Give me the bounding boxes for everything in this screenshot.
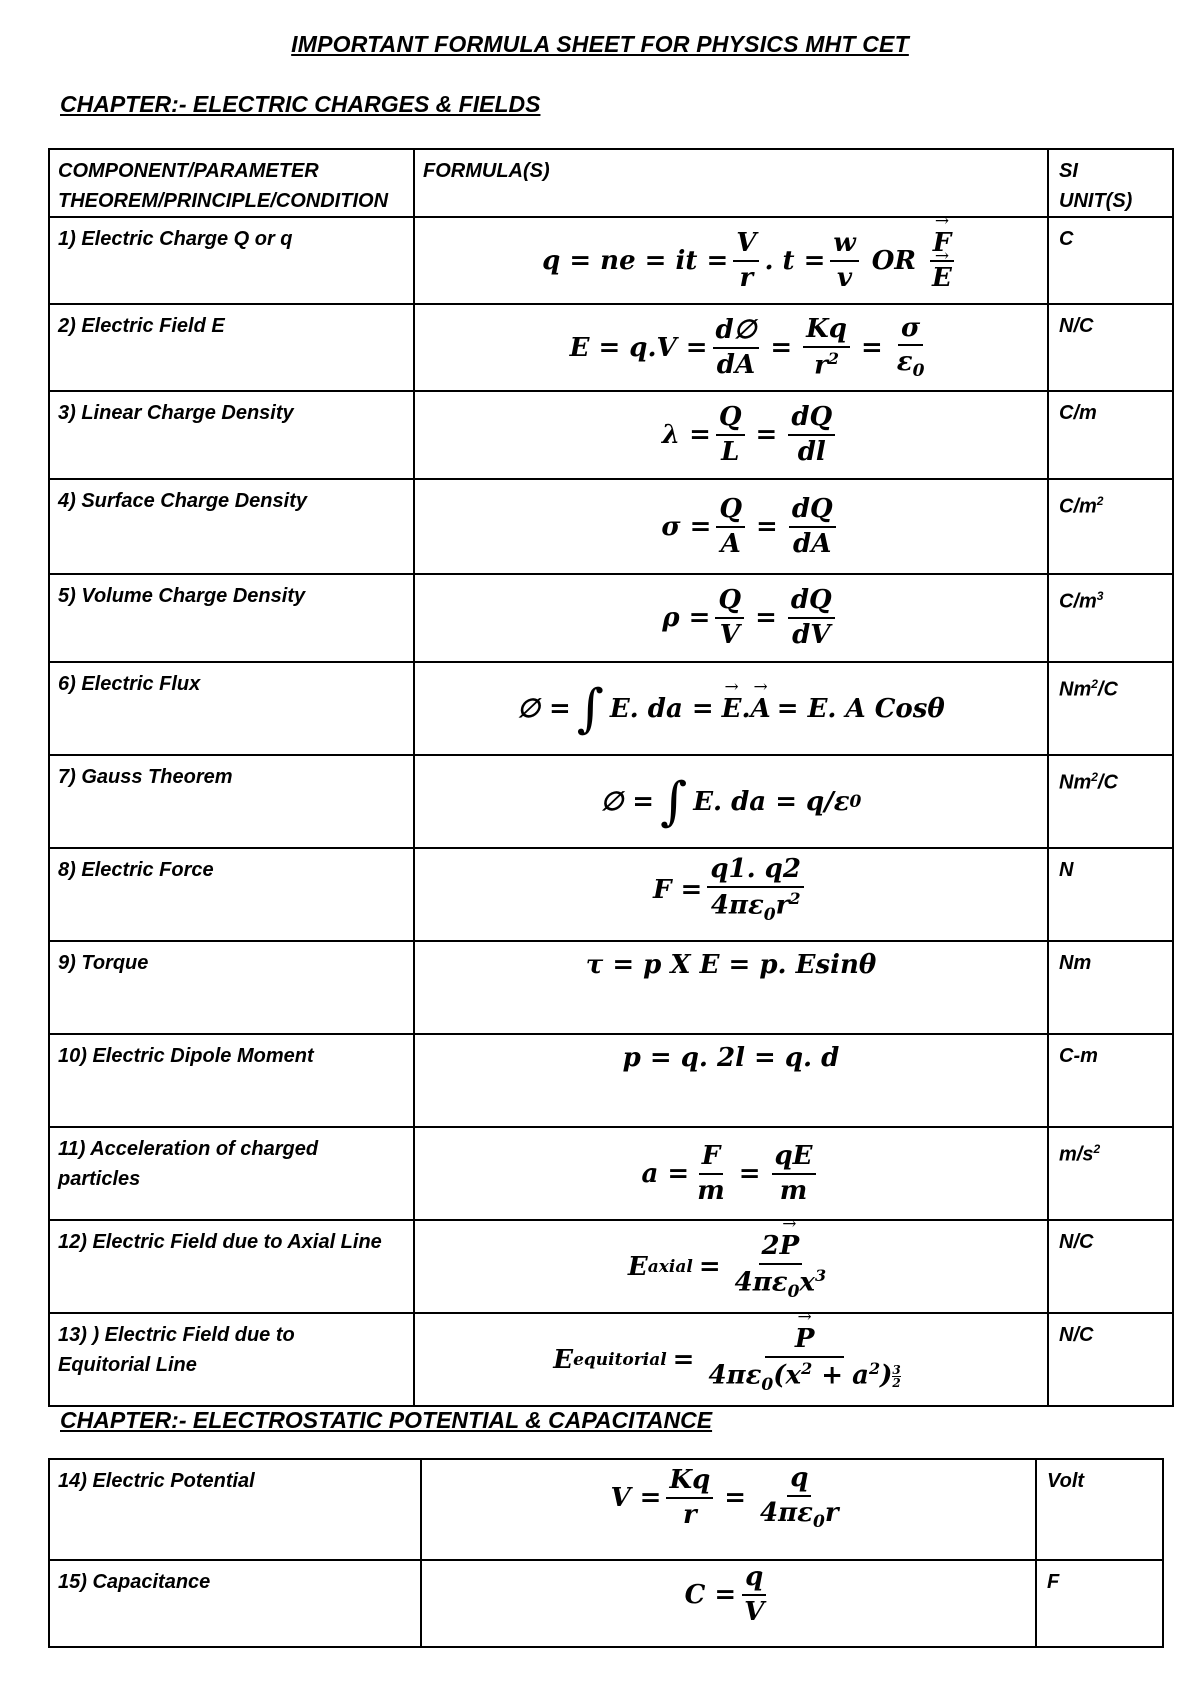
- header-unit-line1: SI: [1059, 160, 1078, 182]
- row-label: 2) Electric Field E: [49, 304, 414, 391]
- row-label-line2: Equitorial Line: [58, 1354, 197, 1376]
- table-row: [49, 479, 1173, 574]
- formula-field-axial-line: E axial = $\frac{2\to P}{4\pi\varepsilon_0x^3}$: [414, 1220, 1048, 1313]
- table-row: [49, 304, 1173, 391]
- row-label-line2: particles: [58, 1168, 141, 1190]
- row-unit: F: [1036, 1560, 1163, 1647]
- table-row: [49, 1034, 1173, 1127]
- row-unit: Nm: [1048, 941, 1173, 1034]
- formula-gauss-theorem: ∅ = ∫ E. da = q/ε 0: [414, 755, 1048, 848]
- formula-electric-charge: q = ne = it = $\frac{V}{r}$ . t = $\frac{w}{v}$ OR → F → E: [414, 217, 1048, 304]
- row-label-line1: 13) ) Electric Field due to: [58, 1324, 295, 1346]
- row-unit: N: [1048, 848, 1173, 941]
- row-label: 8) Electric Force: [49, 848, 414, 941]
- formula-electric-flux: ∅ = ∫ E. da = → E . → A = E. A Cosθ: [414, 662, 1048, 755]
- row-unit: N/C: [1048, 1313, 1173, 1406]
- row-unit: Nm$^2$/C: [1048, 662, 1173, 755]
- table-row: [49, 574, 1173, 662]
- row-unit: $C/m^2$: [1048, 479, 1173, 574]
- table-header-row: [49, 149, 1173, 217]
- row-label: 5) Volume Charge Density: [49, 574, 414, 662]
- row-label: 10) Electric Dipole Moment: [49, 1034, 414, 1127]
- row-label-line1: 11) Acceleration of charged: [58, 1138, 319, 1160]
- row-label: 4) Surface Charge Density: [49, 479, 414, 574]
- row-unit: C: [1048, 217, 1173, 304]
- table-row: [49, 662, 1173, 755]
- row-unit: C-m: [1048, 1034, 1173, 1127]
- chapter-heading-electrostatic-potential: CHAPTER:- ELECTROSTATIC POTENTIAL & CAPACITANCE: [60, 1407, 713, 1433]
- formula-electric-dipole-moment: p = q. 2l = q. d: [414, 1034, 1048, 1127]
- formula-torque: τ = p X E = p. Esinθ: [414, 941, 1048, 1034]
- row-unit: Volt: [1036, 1459, 1163, 1560]
- formula-acceleration: a = $\frac{F}{m}$ = $\frac{qE}{m}$: [414, 1127, 1048, 1220]
- table-row: [49, 941, 1173, 1034]
- row-label: 14) Electric Potential: [49, 1459, 421, 1560]
- row-unit: N/C: [1048, 1220, 1173, 1313]
- header-unit: [1048, 149, 1173, 217]
- table-row: [49, 848, 1173, 941]
- row-unit: N/C: [1048, 304, 1173, 391]
- row-unit: C/m: [1048, 391, 1173, 479]
- header-parameter: [49, 149, 414, 217]
- table-row: [49, 217, 1173, 304]
- header-parameter-line1: COMPONENT/PARAMETER: [58, 160, 319, 182]
- formula-field-equitorial-line: E equitorial = → P $4\pi\varepsilon_0(x^2 + a^2)$ $^{\frac{3}{2}}$: [414, 1313, 1048, 1406]
- header-parameter-line2: THEOREM/PRINCIPLE/CONDITION: [58, 190, 389, 212]
- row-label: [49, 1127, 414, 1220]
- row-unit: Nm$^2$/C: [1048, 755, 1173, 848]
- row-label: 12) Electric Field due to Axial Line: [49, 1220, 414, 1313]
- formula-volume-charge-density: ρ = $\frac{Q}{V}$ = $\frac{dQ}{dV}$: [414, 574, 1048, 662]
- formula-linear-charge-density: λ = $\frac{Q}{L}$ = $\frac{dQ}{dl}$: [414, 391, 1048, 479]
- header-formula: FORMULA(S): [414, 149, 1048, 217]
- chapter-heading-electric-charges: CHAPTER:- ELECTRIC CHARGES & FIELDS: [60, 91, 541, 117]
- formula-electric-force: F = $\frac{q1. q2}{4\pi\varepsilon_0r^2}$: [414, 848, 1048, 941]
- row-label: 1) Electric Charge Q or q: [49, 217, 414, 304]
- table-row: [49, 391, 1173, 479]
- formula-electric-potential: V = $\frac{Kq}{r}$ = $\frac{q}{4\pi\varepsilon_0r}$: [421, 1459, 1036, 1560]
- row-label: 6) Electric Flux: [49, 662, 414, 755]
- row-label: 7) Gauss Theorem: [49, 755, 414, 848]
- header-unit-line2: UNIT(S): [1059, 190, 1133, 212]
- page-title: IMPORTANT FORMULA SHEET FOR PHYSICS MHT CET: [291, 31, 909, 57]
- row-label: 9) Torque: [49, 941, 414, 1034]
- table-row: [49, 1220, 1173, 1313]
- formula-electric-field: E = q.V = $\frac{d\emptyset}{dA}$ = $\frac{Kq}{r^2}$ = $\frac{\sigma}{\varepsilon_0}$: [414, 304, 1048, 391]
- row-label: 3) Linear Charge Density: [49, 391, 414, 479]
- table-row: [49, 1313, 1173, 1406]
- table-row: [49, 1560, 1163, 1647]
- formula-table-electric-charges: [48, 148, 1174, 1407]
- table-row: [49, 755, 1173, 848]
- formula-table-electrostatic-potential: [48, 1458, 1164, 1648]
- formula-surface-charge-density: σ = $\frac{Q}{A}$ = $\frac{dQ}{dA}$: [414, 479, 1048, 574]
- row-unit: $m/s^2$: [1048, 1127, 1173, 1220]
- row-unit: $C/m^3$: [1048, 574, 1173, 662]
- table-row: [49, 1459, 1163, 1560]
- formula-capacitance: C = $\frac{q}{V}$: [421, 1560, 1036, 1647]
- row-label: 15) Capacitance: [49, 1560, 421, 1647]
- row-label: [49, 1313, 414, 1406]
- table-row: [49, 1127, 1173, 1220]
